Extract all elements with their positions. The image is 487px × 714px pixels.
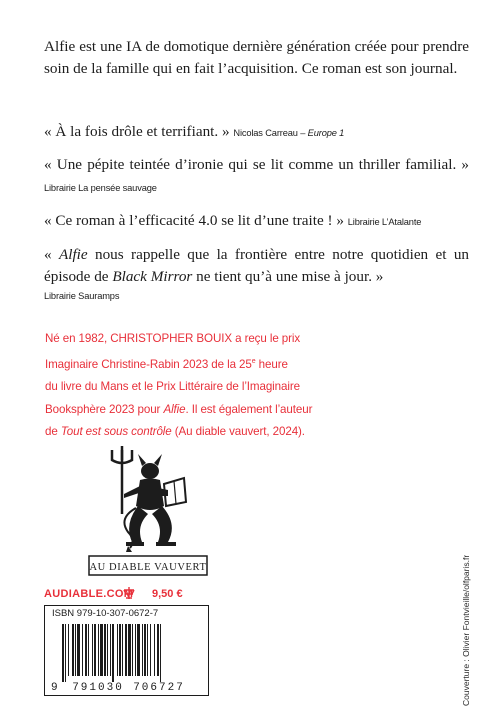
barcode-bar <box>117 624 118 676</box>
barcode-bar <box>104 624 106 676</box>
price: 9,50 € <box>152 588 183 600</box>
author-bio <box>45 328 445 444</box>
book-summary: Alfie est une IA de domotique dernière génération créée pour prendre soin de la famille qui en fait l’acquisition. Ce roman est son journal. <box>44 38 469 77</box>
barcode-bar <box>88 624 89 676</box>
bio-line-4: Booksphère 2023 pour Alfie. Il est également l’auteur <box>45 402 313 416</box>
barcode-bar <box>77 624 80 676</box>
quote-source: Librairie L’Atalante <box>347 217 422 227</box>
barcode-bar <box>98 624 99 676</box>
barcode-bar <box>154 624 155 676</box>
bio-line-5: de Tout est sous contrôle (Au diable vauvert, 2024). <box>45 425 305 439</box>
barcode-bar <box>94 624 96 676</box>
review-quote-3 <box>44 210 469 234</box>
barcode-bar <box>92 624 93 676</box>
barcode-bar <box>100 624 103 676</box>
bio-line-2: Imaginaire Christine-Rabin 2023 de la 25e heure <box>45 357 288 371</box>
review-quote-4 <box>44 244 469 287</box>
bio-line-1: Né en 1982, CHRISTOPHER BOUIX a reçu le prix <box>45 332 301 345</box>
devil-reader-icon <box>88 444 208 576</box>
publisher-logo <box>88 444 208 576</box>
barcode-bar <box>150 624 151 676</box>
quote-text: « Une pépite teintée d’ironie qui se lit comme un thriller familial. » <box>44 156 469 173</box>
barcode-bar <box>65 624 66 682</box>
barcode <box>50 624 202 692</box>
barcode-bar <box>135 624 136 676</box>
author-name: CHRISTOPHER BOUIX <box>110 332 232 345</box>
barcode-bar <box>125 624 127 676</box>
barcode-bar <box>144 624 146 676</box>
quote-text: « Ce roman à l’efficacité 4.0 se lit d’une traite ! » <box>44 212 344 229</box>
barcode-bar <box>107 624 108 676</box>
barcode-bar <box>72 624 74 676</box>
barcode-bar <box>110 624 111 676</box>
barcode-bar <box>68 624 69 676</box>
quote-source: Librairie Sauramps <box>44 291 120 301</box>
barcode-bar <box>122 624 123 676</box>
barcode-digits-left: 791030 <box>72 682 124 692</box>
barcode-bar <box>142 624 143 676</box>
review-quote-2 <box>44 154 469 199</box>
cover-credit: Couverture : Olivier Fontvieille/olfparis.fr <box>461 554 471 706</box>
barcode-bar <box>62 624 64 682</box>
barcode-bar <box>85 624 87 676</box>
bio-line-3: du livre du Mans et le Prix Littéraire de l’Imaginaire <box>45 380 300 394</box>
publisher-website[interactable]: AUDIABLE.COM <box>44 588 134 600</box>
quote-text: « À la fois drôle et terrifiant. » <box>44 123 230 140</box>
barcode-digit-first: 9 <box>51 682 58 692</box>
barcode-digits-right: 706727 <box>133 682 185 692</box>
barcode-bar <box>160 624 161 682</box>
isbn-label: ISBN 979-10-307-0672-7 <box>52 608 159 619</box>
barcode-bar <box>119 624 121 676</box>
publisher-symbol-icon <box>122 586 136 605</box>
review-quote-1 <box>44 121 469 145</box>
barcode-bar <box>112 624 114 682</box>
barcode-bar <box>157 624 159 676</box>
barcode-bar <box>82 624 83 676</box>
barcode-bar <box>128 624 131 676</box>
barcode-bar <box>75 624 76 676</box>
quote-text: « Alfie nous rappelle que la frontière entre notre quotidien et un épisode de Black Mirror ne tient qu’à une mise à jour. » <box>44 246 470 285</box>
barcode-bar <box>147 624 148 676</box>
quote-source: Nicolas Carreau – Europe 1 <box>233 128 345 138</box>
isbn-barcode-box <box>44 605 209 696</box>
barcode-bar <box>137 624 140 676</box>
barcode-bar <box>132 624 133 676</box>
quote-source: Librairie La pensée sauvage <box>44 182 157 193</box>
logo-text: AU DIABLE VAUVERT <box>89 562 207 573</box>
